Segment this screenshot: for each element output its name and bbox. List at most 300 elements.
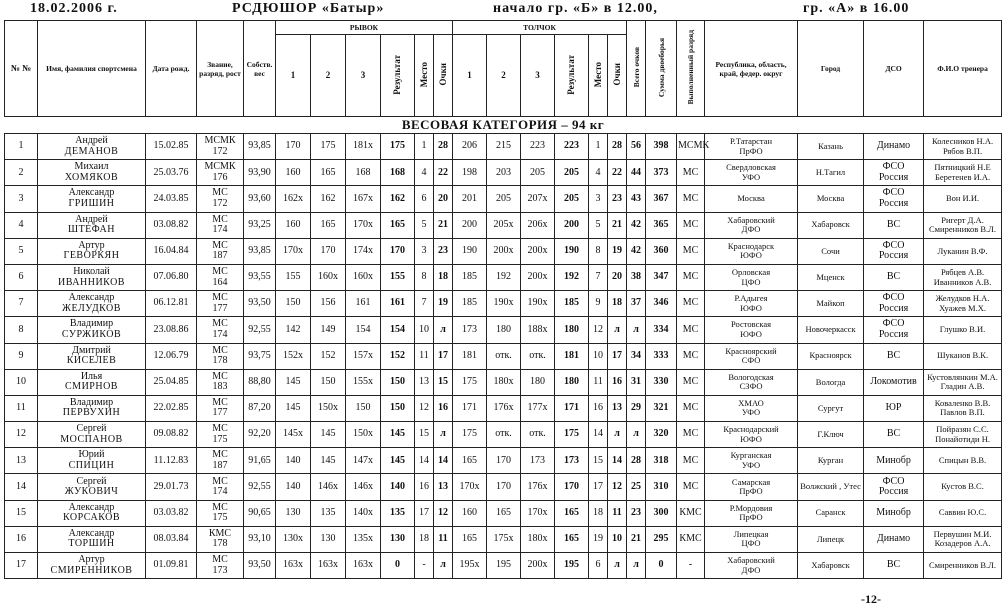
federal-district: ПрФО — [739, 486, 763, 497]
total: 0 — [646, 553, 677, 579]
snatch-attempt-2: 163х — [311, 553, 346, 579]
coach — [924, 291, 1002, 317]
sports-society — [864, 500, 924, 526]
weight-category: ВЕСОВАЯ КАТЕГОРИЯ – 94 кг — [5, 117, 1002, 134]
cj-attempt-2: отк. — [487, 422, 521, 448]
total: 334 — [646, 317, 677, 343]
region — [705, 448, 798, 474]
cj-attempt-2: 195 — [487, 553, 521, 579]
snatch-attempt-3: 147х — [346, 448, 381, 474]
col-snatch-2: 2 — [311, 35, 346, 117]
col-num: № № — [5, 21, 38, 117]
city: Сочи — [798, 238, 864, 264]
snatch-attempt-2: 152 — [311, 343, 346, 369]
table-row — [5, 160, 1002, 186]
federal-district: ЦФО — [741, 538, 761, 549]
height: 174 — [212, 486, 228, 498]
coach-name-2: Смиренников В.Л. — [929, 224, 997, 235]
col-rank: Звание, разряд, рост — [197, 21, 244, 117]
snatch-place: 4 — [415, 160, 434, 186]
top-header — [0, 0, 1000, 20]
total: 365 — [646, 212, 677, 238]
society-line-1: Динамо — [876, 140, 911, 152]
athlete-name — [38, 474, 146, 500]
athlete-name — [38, 343, 146, 369]
col-group-cleanjerk: ТОЛЧОК — [453, 21, 627, 35]
coach-name-1: Глушко В.И. — [939, 324, 986, 335]
snatch-points: 15 — [434, 369, 453, 395]
snatch-attempt-3: 174х — [346, 238, 381, 264]
coach-name-1: Пойразян С.С. — [936, 424, 989, 435]
total: 360 — [646, 238, 677, 264]
rank-achieved: МС — [677, 264, 705, 290]
rank-height — [197, 500, 244, 526]
cj-attempt-1: 175 — [453, 422, 487, 448]
cj-attempt-3: 223 — [521, 134, 555, 160]
rank-achieved: МС — [677, 474, 705, 500]
total: 320 — [646, 422, 677, 448]
cj-points: л — [608, 422, 627, 448]
snatch-result: 165 — [381, 212, 415, 238]
cj-attempt-1: 181 — [453, 343, 487, 369]
city: Саранск — [798, 500, 864, 526]
city: Красноярск — [798, 343, 864, 369]
society-line-1: ВС — [886, 349, 901, 361]
cj-attempt-2: 190х — [487, 291, 521, 317]
snatch-attempt-1: 142 — [276, 317, 311, 343]
federal-district: ДФО — [741, 224, 761, 235]
table-row — [5, 422, 1002, 448]
society-line-1: ВС — [886, 428, 901, 440]
cj-result: 205 — [555, 160, 589, 186]
region-name: Р.Адыгея — [734, 293, 768, 304]
region — [705, 291, 798, 317]
rank-height — [197, 343, 244, 369]
sports-society — [864, 212, 924, 238]
cj-place: 12 — [589, 317, 608, 343]
cj-points: 21 — [608, 212, 627, 238]
first-name: Сергей — [76, 475, 107, 487]
total-points: 38 — [627, 264, 646, 290]
cj-attempt-3: 177х — [521, 395, 555, 421]
first-name: Андрей — [75, 213, 108, 225]
col-cj-points: Очки — [611, 63, 622, 86]
region-name: Свердловская — [726, 162, 776, 173]
snatch-attempt-2: 150 — [311, 369, 346, 395]
cj-attempt-2: отк. — [487, 343, 521, 369]
athlete-number: 5 — [5, 238, 38, 264]
total-points: 37 — [627, 291, 646, 317]
cj-attempt-1: 195х — [453, 553, 487, 579]
coach — [924, 395, 1002, 421]
first-name: Владимир — [69, 318, 114, 330]
birth-date: 09.08.82 — [146, 422, 197, 448]
table-row — [5, 317, 1002, 343]
snatch-result: 152 — [381, 343, 415, 369]
page-number: -12- — [861, 592, 881, 606]
rank-height — [197, 238, 244, 264]
snatch-points: 18 — [434, 264, 453, 290]
bodyweight: 93,50 — [244, 553, 276, 579]
col-snatch-result: Результат — [392, 54, 402, 95]
table-row — [5, 369, 1002, 395]
cj-place: 11 — [589, 369, 608, 395]
col-name: Имя, фамилия спортсмена — [38, 21, 146, 117]
cj-attempt-1: 173 — [453, 317, 487, 343]
athlete-name — [38, 395, 146, 421]
society-line-1: ФСО — [882, 292, 905, 304]
coach — [924, 500, 1002, 526]
city: Н.Тагил — [798, 160, 864, 186]
coach-name-1: Саввин Ю.С. — [938, 507, 987, 518]
birth-date: 24.03.85 — [146, 186, 197, 212]
first-name: Александр — [68, 292, 115, 304]
first-name: Андрей — [75, 135, 108, 147]
coach-name-1: Желудков Н.А. — [935, 293, 990, 304]
snatch-attempt-1: 145х — [276, 422, 311, 448]
table-row — [5, 212, 1002, 238]
region — [705, 553, 798, 579]
first-name: Михаил — [74, 161, 109, 173]
cj-attempt-1: 198 — [453, 160, 487, 186]
city: Г.Ключ — [798, 422, 864, 448]
cj-result: 175 — [555, 422, 589, 448]
snatch-place: 5 — [415, 212, 434, 238]
total: 330 — [646, 369, 677, 395]
rank-height — [197, 160, 244, 186]
athlete-number: 17 — [5, 553, 38, 579]
sports-society — [864, 395, 924, 421]
city: Майкоп — [798, 291, 864, 317]
rank-achieved: МС — [677, 422, 705, 448]
cj-place: 3 — [589, 186, 608, 212]
snatch-attempt-1: 152х — [276, 343, 311, 369]
cj-points: 12 — [608, 474, 627, 500]
rank-height — [197, 264, 244, 290]
cj-attempt-3: 200х — [521, 264, 555, 290]
col-dob: Дата рожд. — [146, 21, 197, 117]
city: Новочеркасск — [798, 317, 864, 343]
rank-title: МС — [212, 423, 228, 435]
snatch-attempt-3: 154 — [346, 317, 381, 343]
sports-society — [864, 134, 924, 160]
birth-date: 06.12.81 — [146, 291, 197, 317]
snatch-attempt-3: 150х — [346, 422, 381, 448]
cj-place: 15 — [589, 448, 608, 474]
rank-achieved: - — [677, 553, 705, 579]
col-cj-3: 3 — [521, 35, 555, 117]
height: 172 — [212, 197, 228, 209]
cj-attempt-2: 165 — [487, 500, 521, 526]
snatch-attempt-2: 145 — [311, 448, 346, 474]
cj-result: 192 — [555, 264, 589, 290]
snatch-attempt-2: 175 — [311, 134, 346, 160]
coach — [924, 134, 1002, 160]
sports-society — [864, 369, 924, 395]
table-row — [5, 264, 1002, 290]
sports-society — [864, 553, 924, 579]
coach-name-2: Рябов В.П. — [942, 145, 983, 156]
snatch-place: 13 — [415, 369, 434, 395]
height: 172 — [212, 145, 228, 157]
height: 164 — [212, 276, 228, 288]
athlete-name — [38, 500, 146, 526]
coach — [924, 343, 1002, 369]
snatch-attempt-1: 145 — [276, 369, 311, 395]
sports-society — [864, 448, 924, 474]
total: 321 — [646, 395, 677, 421]
total-points: 42 — [627, 238, 646, 264]
birth-date: 01.09.81 — [146, 553, 197, 579]
society-line-2: Россия — [878, 302, 909, 314]
snatch-attempt-2: 165 — [311, 160, 346, 186]
cj-attempt-3: 200х — [521, 238, 555, 264]
cj-place: 1 — [589, 134, 608, 160]
total-points: 25 — [627, 474, 646, 500]
city: Волжский , Утес — [798, 474, 864, 500]
first-name: Артур — [78, 239, 105, 251]
snatch-attempt-3: 181х — [346, 134, 381, 160]
birth-date: 16.04.84 — [146, 238, 197, 264]
athlete-number: 13 — [5, 448, 38, 474]
cj-attempt-1: 165 — [453, 448, 487, 474]
total-points: 56 — [627, 134, 646, 160]
total-points: 23 — [627, 500, 646, 526]
first-name: Дмитрий — [72, 344, 111, 356]
snatch-place: 1 — [415, 134, 434, 160]
snatch-result: 0 — [381, 553, 415, 579]
rank-height — [197, 369, 244, 395]
snatch-attempt-3: 163х — [346, 553, 381, 579]
snatch-attempt-1: 140 — [276, 474, 311, 500]
rank-title: МС — [212, 318, 228, 330]
region — [705, 500, 798, 526]
table-row — [5, 238, 1002, 264]
rank-achieved: МСМК — [677, 134, 705, 160]
height: 175 — [212, 433, 228, 445]
coach-name-1: Спицын В.В. — [938, 455, 987, 466]
snatch-points: 20 — [434, 186, 453, 212]
cj-points: 22 — [608, 160, 627, 186]
region — [705, 422, 798, 448]
athlete-number: 6 — [5, 264, 38, 290]
snatch-points: 14 — [434, 448, 453, 474]
cj-result: 173 — [555, 448, 589, 474]
rank-title: МС — [212, 344, 228, 356]
table-row — [5, 134, 1002, 160]
coach — [924, 474, 1002, 500]
last-name: СУРЖИКОВ — [61, 328, 122, 340]
col-snatch-points: Очки — [437, 63, 448, 86]
coach — [924, 238, 1002, 264]
sports-society — [864, 422, 924, 448]
rank-title: МС — [212, 292, 228, 304]
bodyweight: 93,60 — [244, 186, 276, 212]
cj-place: 19 — [589, 526, 608, 552]
snatch-points: 19 — [434, 291, 453, 317]
cj-points: 10 — [608, 526, 627, 552]
cj-attempt-3: 170х — [521, 500, 555, 526]
cj-place: 7 — [589, 264, 608, 290]
table-row — [5, 553, 1002, 579]
col-snatch-place: Место — [418, 61, 429, 88]
bodyweight: 93,55 — [244, 264, 276, 290]
cj-result: 190 — [555, 238, 589, 264]
region-name: Красноярский — [725, 345, 777, 356]
city: Казань — [798, 134, 864, 160]
region — [705, 369, 798, 395]
rank-height — [197, 212, 244, 238]
col-total: Сумма двоеборья — [656, 37, 666, 98]
total: 310 — [646, 474, 677, 500]
cj-attempt-1: 201 — [453, 186, 487, 212]
bodyweight: 93,90 — [244, 160, 276, 186]
sports-society — [864, 474, 924, 500]
cj-attempt-1: 185 — [453, 264, 487, 290]
athlete-name — [38, 553, 146, 579]
last-name: ЖУКОВИЧ — [64, 486, 119, 498]
last-name: ШТЕФАН — [67, 224, 116, 236]
rank-title: МС — [212, 370, 228, 382]
society-line-2: Россия — [878, 328, 909, 340]
snatch-points: 28 — [434, 134, 453, 160]
snatch-place: 8 — [415, 264, 434, 290]
snatch-result: 150 — [381, 369, 415, 395]
snatch-attempt-3: 155х — [346, 369, 381, 395]
snatch-result: 150 — [381, 395, 415, 421]
date: 18.02.2006 г. — [30, 1, 118, 16]
cj-points: л — [608, 317, 627, 343]
cj-attempt-2: 170 — [487, 448, 521, 474]
last-name: МОСПАНОВ — [60, 433, 123, 445]
snatch-attempt-1: 155 — [276, 264, 311, 290]
last-name: ДЕМАНОВ — [64, 145, 119, 157]
last-name: ТОРШИН — [68, 538, 115, 550]
athlete-name — [38, 448, 146, 474]
total-points: л — [627, 422, 646, 448]
athlete-name — [38, 422, 146, 448]
coach-name-2: Беретенев И.А. — [934, 171, 991, 182]
athlete-number: 9 — [5, 343, 38, 369]
last-name: СМИРНОВ — [65, 381, 118, 393]
bodyweight: 92,55 — [244, 474, 276, 500]
snatch-points: л — [434, 422, 453, 448]
coach-name-1: Первушин М.И. — [933, 528, 992, 539]
coach-name-2: Павлов В.П. — [940, 407, 985, 418]
cj-attempt-2: 200х — [487, 238, 521, 264]
federal-district: ЮФО — [740, 433, 762, 444]
cj-result: 223 — [555, 134, 589, 160]
snatch-attempt-1: 140 — [276, 448, 311, 474]
rank-achieved: МС — [677, 160, 705, 186]
coach — [924, 526, 1002, 552]
sports-society — [864, 186, 924, 212]
col-group-snatch: РЫВОК — [276, 21, 453, 35]
total-points: 28 — [627, 448, 646, 474]
total: 318 — [646, 448, 677, 474]
snatch-points: л — [434, 317, 453, 343]
rank-height — [197, 448, 244, 474]
first-name: Владимир — [69, 396, 114, 408]
rank-height — [197, 186, 244, 212]
coach-name-1: Вон И.И. — [945, 193, 980, 204]
athlete-number: 12 — [5, 422, 38, 448]
first-name: Александр — [68, 527, 115, 539]
coach-name-1: Рябцев А.В. — [940, 267, 985, 278]
rank-achieved: МС — [677, 212, 705, 238]
federal-district: СЗФО — [739, 381, 763, 392]
athlete-number: 15 — [5, 500, 38, 526]
cj-points: 23 — [608, 186, 627, 212]
snatch-attempt-1: 170х — [276, 238, 311, 264]
table-row — [5, 291, 1002, 317]
snatch-attempt-1: 150 — [276, 291, 311, 317]
cj-attempt-2: 170 — [487, 474, 521, 500]
height: 187 — [212, 459, 228, 471]
athlete-number: 16 — [5, 526, 38, 552]
region — [705, 238, 798, 264]
region-name: Р.Мордовия — [729, 502, 773, 513]
society-line-1: ЮР — [885, 402, 902, 414]
bodyweight: 92,55 — [244, 317, 276, 343]
total-points: л — [627, 553, 646, 579]
birth-date: 11.12.83 — [146, 448, 197, 474]
col-cj-2: 2 — [487, 35, 521, 117]
snatch-place: 18 — [415, 526, 434, 552]
society-line-1: Динамо — [876, 533, 911, 545]
total: 347 — [646, 264, 677, 290]
snatch-place: 10 — [415, 317, 434, 343]
height: 174 — [212, 328, 228, 340]
rank-height — [197, 553, 244, 579]
coach — [924, 160, 1002, 186]
cj-attempt-1: 165 — [453, 526, 487, 552]
rank-achieved: КМС — [677, 500, 705, 526]
snatch-points: 21 — [434, 212, 453, 238]
total-points: 42 — [627, 212, 646, 238]
total-points: 44 — [627, 160, 646, 186]
total-points: 31 — [627, 369, 646, 395]
region — [705, 526, 798, 552]
col-city: Город — [798, 21, 864, 117]
birth-date: 07.06.80 — [146, 264, 197, 290]
snatch-result: 168 — [381, 160, 415, 186]
snatch-result: 175 — [381, 134, 415, 160]
cj-attempt-3: отк. — [521, 343, 555, 369]
sports-society — [864, 238, 924, 264]
results-table — [4, 20, 1002, 579]
cj-result: 185 — [555, 291, 589, 317]
total: 333 — [646, 343, 677, 369]
rank-achieved: МС — [677, 343, 705, 369]
snatch-attempt-1: 160 — [276, 160, 311, 186]
coach-name-2: Хуажев М.Х. — [939, 302, 986, 313]
cj-attempt-2: 205 — [487, 186, 521, 212]
snatch-attempt-3: 168 — [346, 160, 381, 186]
cj-attempt-3: 200х — [521, 553, 555, 579]
coach — [924, 212, 1002, 238]
coach — [924, 317, 1002, 343]
athlete-name — [38, 317, 146, 343]
cj-attempt-2: 180х — [487, 369, 521, 395]
athlete-number: 2 — [5, 160, 38, 186]
snatch-attempt-2: 156 — [311, 291, 346, 317]
federal-district: ЮФО — [740, 328, 762, 339]
cj-place: 10 — [589, 343, 608, 369]
snatch-result: 130 — [381, 526, 415, 552]
snatch-result: 162 — [381, 186, 415, 212]
sports-society — [864, 343, 924, 369]
